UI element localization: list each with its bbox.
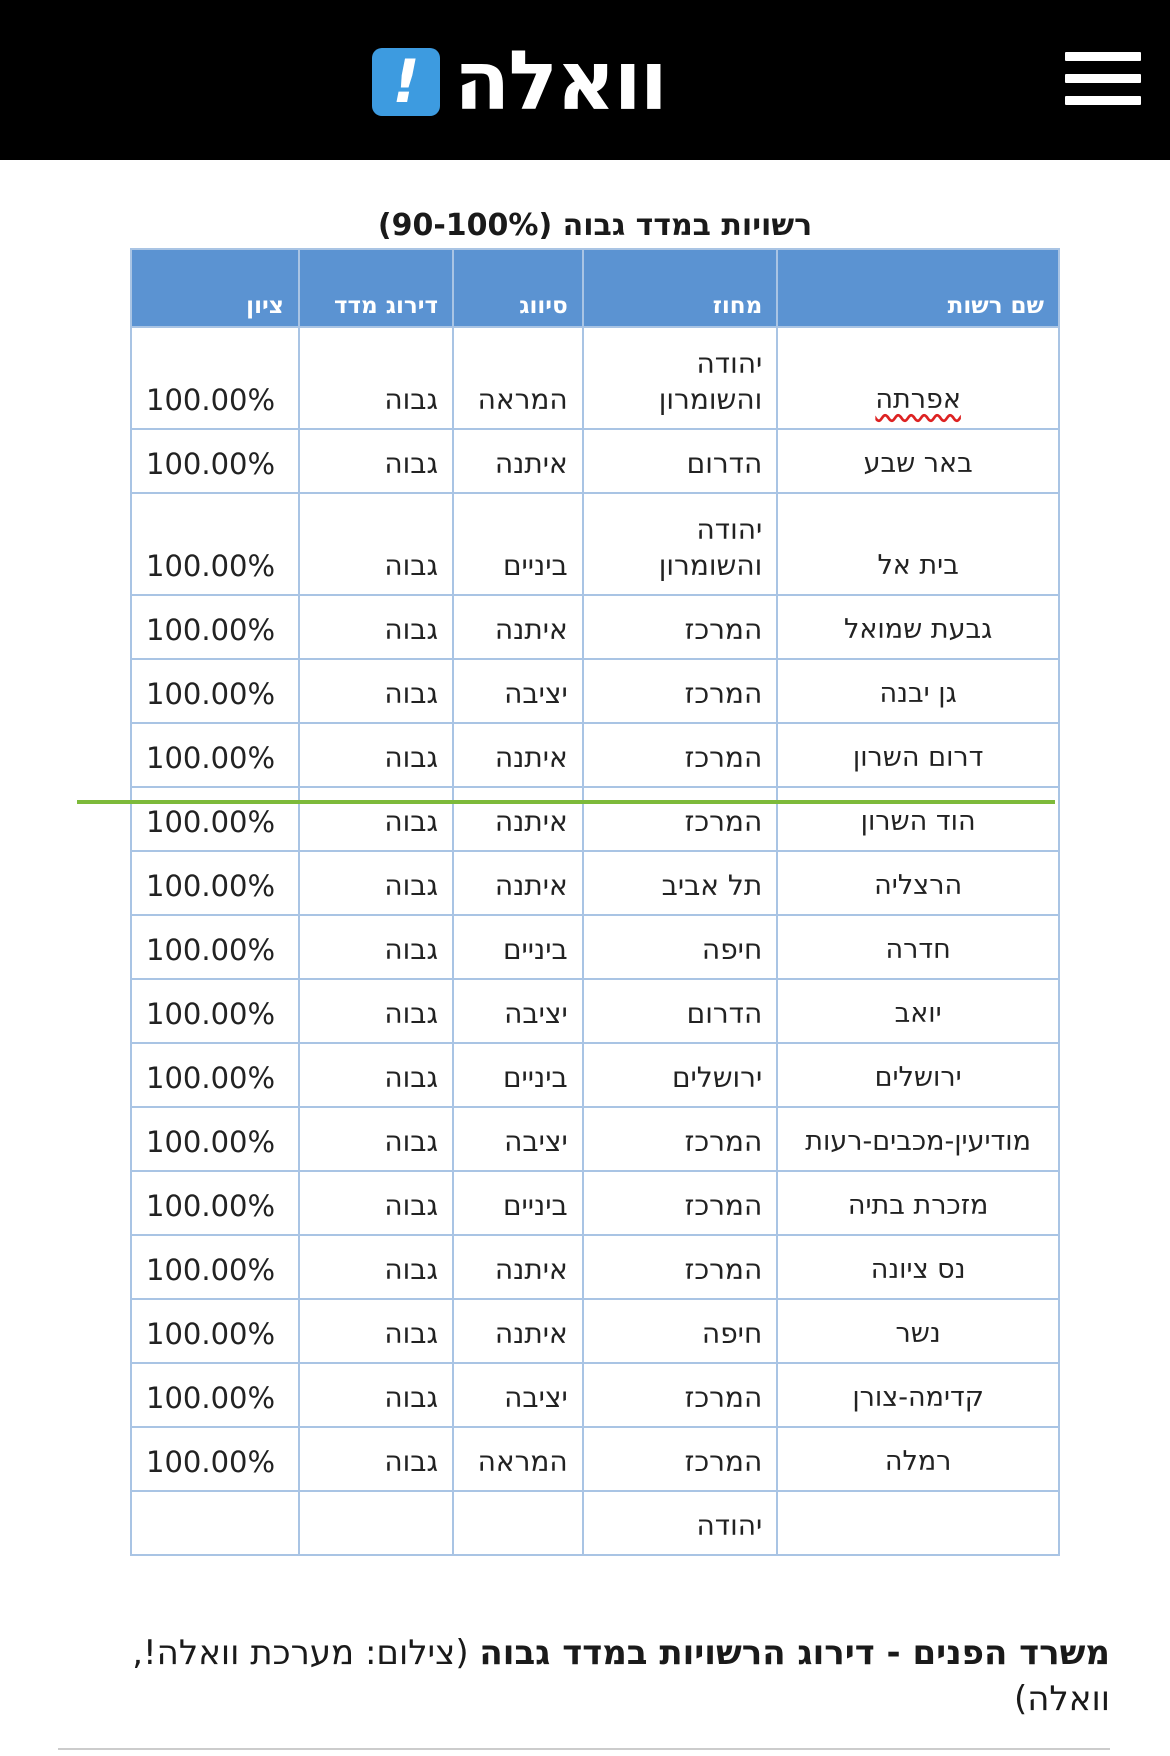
- cell-rank: גבוה: [299, 1171, 453, 1235]
- cell-name: רמלה: [777, 1427, 1059, 1491]
- cell-district: המרכז: [583, 723, 778, 787]
- table-row: [131, 787, 1059, 851]
- cell-score: 100.00%: [131, 1235, 299, 1299]
- cell-score: 100.00%: [131, 1107, 299, 1171]
- cell-score: [131, 1491, 299, 1555]
- cell-district: המרכז: [583, 595, 778, 659]
- caption-divider: [58, 1748, 1110, 1750]
- cell-cluster: ביניים: [453, 1171, 583, 1235]
- cell-name: קדימה-צורן: [777, 1363, 1059, 1427]
- cell-district: המרכז: [583, 1107, 778, 1171]
- cell-district: יהודה והשומרון: [583, 493, 778, 595]
- table-row: [131, 851, 1059, 915]
- cell-cluster: איתנה: [453, 851, 583, 915]
- cell-score: 100.00%: [131, 787, 299, 851]
- column-header-name: שם רשות: [777, 249, 1059, 327]
- cell-cluster: איתנה: [453, 1235, 583, 1299]
- menu-bar-line: [1065, 52, 1141, 61]
- cell-rank: גבוה: [299, 659, 453, 723]
- image-caption: [58, 1630, 1110, 1722]
- cell-score: 100.00%: [131, 1043, 299, 1107]
- cell-cluster: איתנה: [453, 1299, 583, 1363]
- table-row: [131, 915, 1059, 979]
- cell-cluster: איתנה: [453, 429, 583, 493]
- table-header-row: [131, 249, 1059, 327]
- table-row: [131, 429, 1059, 493]
- cell-cluster: איתנה: [453, 595, 583, 659]
- table-row: [131, 723, 1059, 787]
- table-row: [131, 1107, 1059, 1171]
- table-title: רשויות במדד גבוה (90-100%): [377, 208, 813, 243]
- cell-cluster: ביניים: [453, 915, 583, 979]
- caption-title: משרד הפנים - דירוג הרשויות במדד גבוה: [479, 1633, 1110, 1673]
- cell-rank: גבוה: [299, 915, 453, 979]
- cell-rank: גבוה: [299, 723, 453, 787]
- cell-score: 100.00%: [131, 915, 299, 979]
- walla-logo[interactable]: [372, 34, 666, 129]
- column-header-rank: דירוג מדד: [299, 249, 453, 327]
- cell-name: חדרה: [777, 915, 1059, 979]
- cell-district: חיפה: [583, 915, 778, 979]
- table-row: [131, 1043, 1059, 1107]
- menu-bar-line: [1065, 96, 1141, 105]
- cell-cluster: ביניים: [453, 493, 583, 595]
- cell-score: 100.00%: [131, 851, 299, 915]
- menu-bar-line: [1065, 74, 1141, 83]
- cell-name-text: אפרתה: [875, 384, 961, 415]
- cell-name: גן יבנה: [777, 659, 1059, 723]
- table-row: [131, 1427, 1059, 1491]
- hamburger-menu-icon[interactable]: [1065, 50, 1143, 110]
- cell-district: יהודה והשומרון: [583, 327, 778, 429]
- cell-district: המרכז: [583, 787, 778, 851]
- cell-score: 100.00%: [131, 723, 299, 787]
- cell-name: מודיעין-מכבים-רעות: [777, 1107, 1059, 1171]
- cell-rank: גבוה: [299, 1107, 453, 1171]
- cell-name: דרום השרון: [777, 723, 1059, 787]
- table-row: [131, 1491, 1059, 1555]
- cell-score: 100.00%: [131, 327, 299, 429]
- cell-rank: [299, 1491, 453, 1555]
- cell-district: הדרום: [583, 979, 778, 1043]
- cell-cluster: ביניים: [453, 1043, 583, 1107]
- walla-logo-text: וואלה: [454, 34, 666, 129]
- table-row: [131, 493, 1059, 595]
- cell-rank: גבוה: [299, 1043, 453, 1107]
- table-row: [131, 595, 1059, 659]
- cell-rank: גבוה: [299, 1427, 453, 1491]
- table-row: [131, 1235, 1059, 1299]
- cell-name: נשר: [777, 1299, 1059, 1363]
- cell-cluster: יציבה: [453, 1363, 583, 1427]
- cell-name: מזכרת בתיה: [777, 1171, 1059, 1235]
- top-header-bar: [0, 0, 1170, 160]
- cell-score: 100.00%: [131, 1171, 299, 1235]
- highlight-divider-line: [77, 800, 1055, 804]
- cell-district: ירושלים: [583, 1043, 778, 1107]
- cell-score: 100.00%: [131, 1299, 299, 1363]
- cell-district: הדרום: [583, 429, 778, 493]
- table-row: [131, 659, 1059, 723]
- cell-name: הוד השרון: [777, 787, 1059, 851]
- cell-rank: גבוה: [299, 493, 453, 595]
- cell-district: המרכז: [583, 1427, 778, 1491]
- cell-cluster: [453, 1491, 583, 1555]
- cell-rank: גבוה: [299, 429, 453, 493]
- column-header-district: מחוז: [583, 249, 778, 327]
- cell-score: 100.00%: [131, 1427, 299, 1491]
- cell-name: ירושלים: [777, 1043, 1059, 1107]
- cell-rank: גבוה: [299, 1299, 453, 1363]
- cell-rank: גבוה: [299, 851, 453, 915]
- cell-cluster: איתנה: [453, 787, 583, 851]
- cell-name: [777, 1491, 1059, 1555]
- cell-district: המרכז: [583, 1363, 778, 1427]
- cell-score: 100.00%: [131, 595, 299, 659]
- table-row: [131, 327, 1059, 429]
- cell-name: באר שבע: [777, 429, 1059, 493]
- cell-district: המרכז: [583, 1171, 778, 1235]
- cell-rank: גבוה: [299, 1363, 453, 1427]
- cell-name: נס ציונה: [777, 1235, 1059, 1299]
- cell-name: יואב: [777, 979, 1059, 1043]
- municipalities-table: [130, 248, 1060, 1556]
- table-row: [131, 1299, 1059, 1363]
- table-row: [131, 1363, 1059, 1427]
- cell-score: 100.00%: [131, 429, 299, 493]
- cell-cluster: יציבה: [453, 1107, 583, 1171]
- cell-score: 100.00%: [131, 979, 299, 1043]
- walla-logo-mark: !: [372, 48, 440, 116]
- cell-rank: גבוה: [299, 787, 453, 851]
- cell-score: 100.00%: [131, 659, 299, 723]
- cell-rank: גבוה: [299, 595, 453, 659]
- column-header-cluster: סיווג: [453, 249, 583, 327]
- cell-name: הרצליה: [777, 851, 1059, 915]
- cell-rank: גבוה: [299, 327, 453, 429]
- cell-name: בית אל: [777, 493, 1059, 595]
- cell-district: יהודה: [583, 1491, 778, 1555]
- cell-name: [777, 327, 1059, 429]
- cell-district: חיפה: [583, 1299, 778, 1363]
- cell-score: 100.00%: [131, 1363, 299, 1427]
- cell-cluster: יציבה: [453, 979, 583, 1043]
- table-row: [131, 1171, 1059, 1235]
- cell-score: 100.00%: [131, 493, 299, 595]
- caption-credit: (צילום: מערכת וואלה!, וואלה): [132, 1633, 1110, 1719]
- table-row: [131, 979, 1059, 1043]
- cell-district: המרכז: [583, 659, 778, 723]
- cell-district: המרכז: [583, 1235, 778, 1299]
- cell-cluster: המראה: [453, 327, 583, 429]
- cell-name: גבעת שמואל: [777, 595, 1059, 659]
- cell-cluster: איתנה: [453, 723, 583, 787]
- cell-cluster: יציבה: [453, 659, 583, 723]
- article-table-image[interactable]: [0, 160, 1170, 1625]
- cell-rank: גבוה: [299, 979, 453, 1043]
- cell-district: תל אביב: [583, 851, 778, 915]
- cell-rank: גבוה: [299, 1235, 453, 1299]
- cell-cluster: המראה: [453, 1427, 583, 1491]
- column-header-score: ציון: [131, 249, 299, 327]
